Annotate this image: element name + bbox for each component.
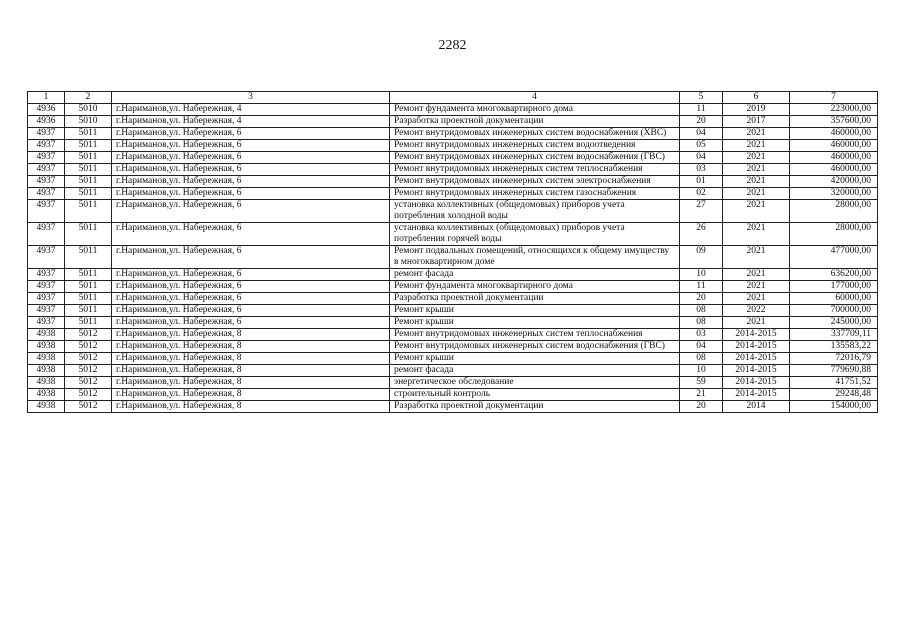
record-id-cell: 4937 <box>28 188 65 200</box>
house-id-cell: 5011 <box>65 293 112 305</box>
period-cell: 2021 <box>723 317 790 329</box>
period-cell: 2014-2015 <box>723 365 790 377</box>
work-type-cell: Ремонт внутридомовых инженерных систем газоснабжения <box>390 188 680 200</box>
period-cell: 2014-2015 <box>723 377 790 389</box>
house-id-cell: 5011 <box>65 128 112 140</box>
period-cell: 2021 <box>723 128 790 140</box>
work-type-cell: энергетическое обследование <box>390 377 680 389</box>
table-row <box>28 281 878 293</box>
cost-cell: 779690,88 <box>790 365 878 377</box>
table-header-row <box>28 92 878 104</box>
column-header: 3 <box>112 92 390 104</box>
work-code-cell: 04 <box>680 341 723 353</box>
record-id-cell: 4938 <box>28 377 65 389</box>
work-type-cell: Ремонт фундамента многоквартирного дома <box>390 281 680 293</box>
address-cell: г.Нариманов,ул. Набережная, 4 <box>112 104 390 116</box>
work-type-cell: ремонт фасада <box>390 269 680 281</box>
record-id-cell: 4938 <box>28 365 65 377</box>
address-cell: г.Нариманов,ул. Набережная, 6 <box>112 293 390 305</box>
work-type-cell: Ремонт фундамента многоквартирного дома <box>390 104 680 116</box>
record-id-cell: 4938 <box>28 389 65 401</box>
address-cell: г.Нариманов,ул. Набережная, 6 <box>112 317 390 329</box>
house-id-cell: 5012 <box>65 401 112 413</box>
table-row <box>28 116 878 128</box>
work-type-cell: Разработка проектной документации <box>390 293 680 305</box>
address-cell: г.Нариманов,ул. Набережная, 6 <box>112 281 390 293</box>
work-code-cell: 08 <box>680 317 723 329</box>
house-id-cell: 5012 <box>65 341 112 353</box>
table-row <box>28 353 878 365</box>
address-cell: г.Нариманов,ул. Набережная, 6 <box>112 200 390 223</box>
column-header: 5 <box>680 92 723 104</box>
cost-cell: 700000,00 <box>790 305 878 317</box>
work-code-cell: 26 <box>680 223 723 246</box>
record-id-cell: 4938 <box>28 401 65 413</box>
work-code-cell: 20 <box>680 401 723 413</box>
work-code-cell: 03 <box>680 164 723 176</box>
cost-cell: 60000,00 <box>790 293 878 305</box>
work-code-cell: 21 <box>680 389 723 401</box>
house-id-cell: 5011 <box>65 164 112 176</box>
record-id-cell: 4937 <box>28 305 65 317</box>
period-cell: 2021 <box>723 140 790 152</box>
work-type-cell: Ремонт внутридомовых инженерных систем водоснабжения (ГВС) <box>390 152 680 164</box>
period-cell: 2021 <box>723 164 790 176</box>
house-id-cell: 5012 <box>65 365 112 377</box>
table-row <box>28 365 878 377</box>
address-cell: г.Нариманов,ул. Набережная, 6 <box>112 223 390 246</box>
work-code-cell: 27 <box>680 200 723 223</box>
column-header: 1 <box>28 92 65 104</box>
record-id-cell: 4937 <box>28 269 65 281</box>
period-cell: 2021 <box>723 200 790 223</box>
work-code-cell: 04 <box>680 152 723 164</box>
work-type-cell: Ремонт внутридомовых инженерных систем теплоснабжения <box>390 329 680 341</box>
cost-cell: 223000,00 <box>790 104 878 116</box>
record-id-cell: 4937 <box>28 317 65 329</box>
house-id-cell: 5012 <box>65 329 112 341</box>
table-row <box>28 164 878 176</box>
period-cell: 2021 <box>723 246 790 269</box>
period-cell: 2014 <box>723 401 790 413</box>
period-cell: 2022 <box>723 305 790 317</box>
record-id-cell: 4938 <box>28 341 65 353</box>
cost-cell: 29248,48 <box>790 389 878 401</box>
work-code-cell: 10 <box>680 365 723 377</box>
address-cell: г.Нариманов,ул. Набережная, 6 <box>112 188 390 200</box>
work-type-cell: Разработка проектной документации <box>390 116 680 128</box>
house-id-cell: 5012 <box>65 389 112 401</box>
work-code-cell: 08 <box>680 353 723 365</box>
address-cell: г.Нариманов,ул. Набережная, 8 <box>112 353 390 365</box>
work-type-cell: Ремонт внутридомовых инженерных систем электроснабжения <box>390 176 680 188</box>
column-header: 4 <box>390 92 680 104</box>
house-id-cell: 5011 <box>65 152 112 164</box>
work-code-cell: 03 <box>680 329 723 341</box>
address-cell: г.Нариманов,ул. Набережная, 6 <box>112 269 390 281</box>
house-id-cell: 5011 <box>65 269 112 281</box>
work-type-cell: строительный контроль <box>390 389 680 401</box>
work-code-cell: 20 <box>680 293 723 305</box>
period-cell: 2021 <box>723 176 790 188</box>
work-type-cell: установка коллективных (общедомовых) приборов учета потребления холодной воды <box>390 200 680 223</box>
cost-cell: 337709,11 <box>790 329 878 341</box>
column-header: 6 <box>723 92 790 104</box>
house-id-cell: 5011 <box>65 281 112 293</box>
address-cell: г.Нариманов,ул. Набережная, 6 <box>112 176 390 188</box>
work-type-cell: Ремонт крыши <box>390 353 680 365</box>
table-row <box>28 305 878 317</box>
record-id-cell: 4937 <box>28 223 65 246</box>
house-id-cell: 5011 <box>65 305 112 317</box>
period-cell: 2017 <box>723 116 790 128</box>
cost-cell: 460000,00 <box>790 164 878 176</box>
table-row <box>28 377 878 389</box>
table-row <box>28 104 878 116</box>
work-code-cell: 59 <box>680 377 723 389</box>
work-type-cell: Разработка проектной документации <box>390 401 680 413</box>
address-cell: г.Нариманов,ул. Набережная, 8 <box>112 341 390 353</box>
column-header: 2 <box>65 92 112 104</box>
house-id-cell: 5010 <box>65 116 112 128</box>
table-row <box>28 317 878 329</box>
record-id-cell: 4937 <box>28 176 65 188</box>
work-code-cell: 09 <box>680 246 723 269</box>
work-code-cell: 10 <box>680 269 723 281</box>
period-cell: 2014-2015 <box>723 353 790 365</box>
record-id-cell: 4937 <box>28 293 65 305</box>
period-cell: 2019 <box>723 104 790 116</box>
work-type-cell: Ремонт внутридомовых инженерных систем водоотведения <box>390 140 680 152</box>
house-id-cell: 5011 <box>65 317 112 329</box>
work-code-cell: 08 <box>680 305 723 317</box>
record-id-cell: 4936 <box>28 116 65 128</box>
address-cell: г.Нариманов,ул. Набережная, 8 <box>112 365 390 377</box>
period-cell: 2021 <box>723 269 790 281</box>
table-row <box>28 293 878 305</box>
cost-cell: 177000,00 <box>790 281 878 293</box>
address-cell: г.Нариманов,ул. Набережная, 6 <box>112 140 390 152</box>
record-id-cell: 4938 <box>28 353 65 365</box>
address-cell: г.Нариманов,ул. Набережная, 8 <box>112 401 390 413</box>
house-id-cell: 5012 <box>65 377 112 389</box>
table-row <box>28 341 878 353</box>
cost-cell: 460000,00 <box>790 140 878 152</box>
cost-cell: 28000,00 <box>790 200 878 223</box>
table-row <box>28 152 878 164</box>
table-row <box>28 329 878 341</box>
table-row <box>28 176 878 188</box>
address-cell: г.Нариманов,ул. Набережная, 6 <box>112 164 390 176</box>
period-cell: 2021 <box>723 152 790 164</box>
record-id-cell: 4937 <box>28 200 65 223</box>
record-id-cell: 4937 <box>28 281 65 293</box>
work-type-cell: ремонт фасада <box>390 365 680 377</box>
record-id-cell: 4937 <box>28 246 65 269</box>
period-cell: 2021 <box>723 281 790 293</box>
table-row <box>28 269 878 281</box>
cost-cell: 245000,00 <box>790 317 878 329</box>
work-code-cell: 01 <box>680 176 723 188</box>
works-table <box>27 91 878 413</box>
period-cell: 2021 <box>723 293 790 305</box>
address-cell: г.Нариманов,ул. Набережная, 6 <box>112 246 390 269</box>
table-row <box>28 389 878 401</box>
address-cell: г.Нариманов,ул. Набережная, 8 <box>112 329 390 341</box>
house-id-cell: 5011 <box>65 176 112 188</box>
work-code-cell: 02 <box>680 188 723 200</box>
period-cell: 2021 <box>723 223 790 246</box>
table-row <box>28 188 878 200</box>
record-id-cell: 4937 <box>28 128 65 140</box>
address-cell: г.Нариманов,ул. Набережная, 6 <box>112 128 390 140</box>
page-number: 2282 <box>438 38 467 53</box>
cost-cell: 154000,00 <box>790 401 878 413</box>
address-cell: г.Нариманов,ул. Набережная, 6 <box>112 152 390 164</box>
work-code-cell: 11 <box>680 104 723 116</box>
period-cell: 2014-2015 <box>723 389 790 401</box>
house-id-cell: 5011 <box>65 140 112 152</box>
house-id-cell: 5011 <box>65 223 112 246</box>
cost-cell: 357600,00 <box>790 116 878 128</box>
work-code-cell: 11 <box>680 281 723 293</box>
address-cell: г.Нариманов,ул. Набережная, 4 <box>112 116 390 128</box>
work-code-cell: 04 <box>680 128 723 140</box>
work-code-cell: 05 <box>680 140 723 152</box>
cost-cell: 135583,22 <box>790 341 878 353</box>
work-type-cell: установка коллективных (общедомовых) приборов учета потребления горячей воды <box>390 223 680 246</box>
cost-cell: 420000,00 <box>790 176 878 188</box>
house-id-cell: 5011 <box>65 188 112 200</box>
work-type-cell: Ремонт крыши <box>390 317 680 329</box>
house-id-cell: 5011 <box>65 200 112 223</box>
work-type-cell: Ремонт подвальных помещений, относящихся к общему имуществу в многоквартирном доме <box>390 246 680 269</box>
record-id-cell: 4937 <box>28 140 65 152</box>
house-id-cell: 5012 <box>65 353 112 365</box>
table-row <box>28 140 878 152</box>
table-row <box>28 223 878 246</box>
work-type-cell: Ремонт крыши <box>390 305 680 317</box>
address-cell: г.Нариманов,ул. Набережная, 6 <box>112 305 390 317</box>
cost-cell: 320000,00 <box>790 188 878 200</box>
table-body <box>28 104 878 413</box>
period-cell: 2014-2015 <box>723 329 790 341</box>
period-cell: 2021 <box>723 188 790 200</box>
cost-cell: 460000,00 <box>790 152 878 164</box>
record-id-cell: 4937 <box>28 164 65 176</box>
table-row <box>28 401 878 413</box>
address-cell: г.Нариманов,ул. Набережная, 8 <box>112 389 390 401</box>
house-id-cell: 5011 <box>65 246 112 269</box>
record-id-cell: 4938 <box>28 329 65 341</box>
cost-cell: 72016,79 <box>790 353 878 365</box>
work-code-cell: 20 <box>680 116 723 128</box>
work-type-cell: Ремонт внутридомовых инженерных систем теплоснабжения <box>390 164 680 176</box>
house-id-cell: 5010 <box>65 104 112 116</box>
cost-cell: 41751,52 <box>790 377 878 389</box>
cost-cell: 28000,00 <box>790 223 878 246</box>
period-cell: 2014-2015 <box>723 341 790 353</box>
table-row <box>28 246 878 269</box>
address-cell: г.Нариманов,ул. Набережная, 8 <box>112 377 390 389</box>
record-id-cell: 4937 <box>28 152 65 164</box>
table-row <box>28 200 878 223</box>
record-id-cell: 4936 <box>28 104 65 116</box>
work-type-cell: Ремонт внутридомовых инженерных систем водоснабжения (ХВС) <box>390 128 680 140</box>
cost-cell: 460000,00 <box>790 128 878 140</box>
table-row <box>28 128 878 140</box>
cost-cell: 477000,00 <box>790 246 878 269</box>
column-header: 7 <box>790 92 878 104</box>
cost-cell: 636200,00 <box>790 269 878 281</box>
work-type-cell: Ремонт внутридомовых инженерных систем водоснабжения (ГВС) <box>390 341 680 353</box>
